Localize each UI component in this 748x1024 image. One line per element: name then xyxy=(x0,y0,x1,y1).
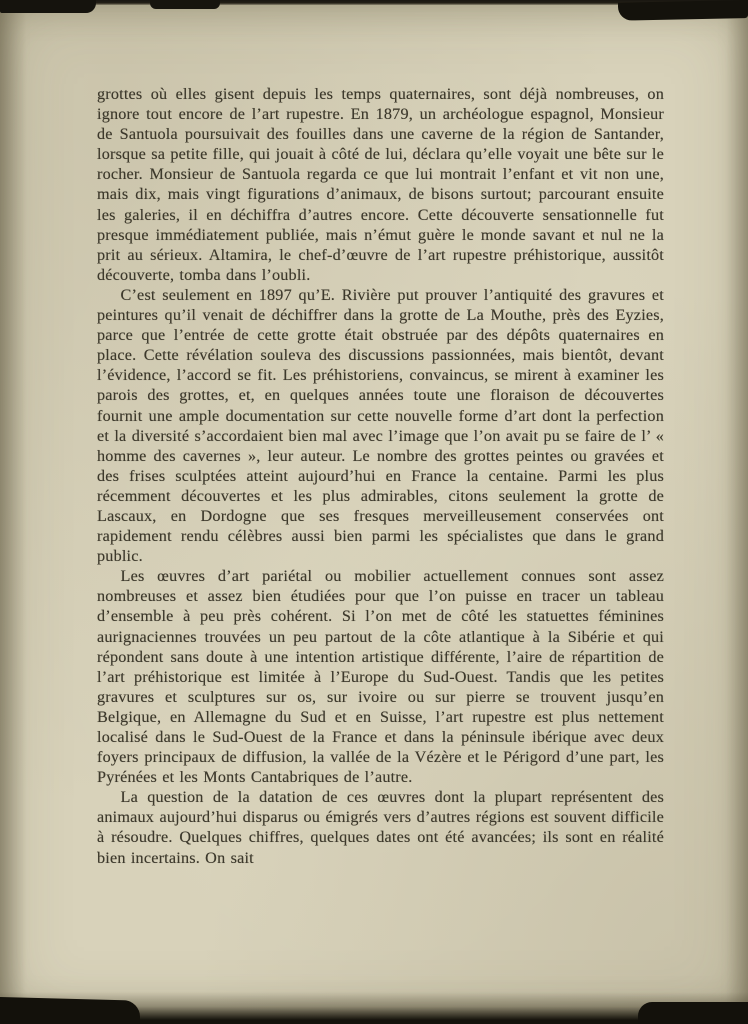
scan-shade-left xyxy=(0,0,26,1024)
scan-shade-right xyxy=(726,0,748,1024)
paragraph: La question de la datation de ces œuvres dont la plupart représentent des animaux aujourd’hui disparus ou émigrés vers d’autres régions est souvent difficile à résoudre. Quelques chiffres, quelques dates ont été avancées; ils sont en réalité bien incertains. On sait xyxy=(97,788,664,867)
text-column xyxy=(97,84,664,868)
paragraph: C’est seulement en 1897 qu’E. Rivière put prouver l’antiquité des gravures et peintures qu’il venait de déchiffrer dans la grotte de La Mouthe, près des Eyzies, parce que l’entrée de cette grotte était obstruée par des dépôts quaternaires en place. Cette révélation souleva des discussions passionnées, mais bientôt, devant l’évidence, l’accord se fit. Les préhistoriens, convaincus, se mirent à examiner les parois des grottes, et, en quelques années toute une floraison de découvertes fournit une ample documentation sur cette nouvelle forme d’art dont la perfection et la diversité s’accordaient bien mal avec l’image que l’on avait pu se faire de l’ « homme des cavernes », leur auteur. Le nombre des grottes peintes ou gravées et des frises sculptées atteint aujourd’hui en France la centaine. Parmi les plus récemment découvertes et les plus admirables, citons seulement la grotte de Lascaux, en Dordogne que ses fresques merveilleusement conservées ont rapidement rendu célèbres aussi bien parmi les spécialistes que dans le grand public. xyxy=(97,285,664,566)
paragraph: Les œuvres d’art pariétal ou mobilier actuellement connues sont assez nombreuses et assez bien étudiées pour que l’on puisse en tracer un tableau d’ensemble à peu près cohérent. Si l’on met de côté les statuettes féminines aurignaciennes trouvées un peu partout de la côte atlantique à la Sibérie et qui répondent sans doute à une intention artistique différente, l’aire de répartition de l’art préhistorique est limitée à l’Europe du Sud-Ouest. Tandis que les petites gravures et sculptures sur os, sur ivoire ou sur pierre se trouvent jusqu’en Belgique, en Allemagne du Sud et en Suisse, l’art rupestre est plus nettement localisé dans le Sud-Ouest de la France et dans la péninsule ibérique avec deux foyers principaux de diffusion, la vallée de la Vézère et le Périgord d’une part, les Pyrénées et les Monts Cantabriques de l’autre. xyxy=(97,567,664,787)
scan-corner-top-left xyxy=(0,0,96,13)
paragraph: grottes où elles gisent depuis les temps quaternaires, sont déjà nombreuses, on ignore tout encore de l’art rupestre. En 1879, un archéologue espagnol, Monsieur de Santuola poursuivait des fouilles dans une caverne de la région de Santander, lorsque sa petite fille, qui jouait à côté de lui, déclara qu’elle voyait une bête sur le rocher. Monsieur de Santuola regarda ce que lui montrait l’enfant et vit non une, mais dix, mais vingt figurations d’animaux, de bisons surtout; parcourant ensuite les galeries, il en déchiffra d’autres encore. Cette découverte sensationnelle fut presque immédiatement publiée, mais n’émut guère le monde savant et nul ne la prit au sérieux. Altamira, le chef-d’œuvre de l’art rupestre préhistorique, aussitôt découverte, tomba dans l’oubli. xyxy=(97,85,664,284)
scan-corner-bottom-right xyxy=(638,1002,748,1024)
scan-mark-top xyxy=(150,0,220,9)
scan-corner-bottom-left xyxy=(0,997,140,1024)
scan-corner-top-right xyxy=(618,0,748,21)
